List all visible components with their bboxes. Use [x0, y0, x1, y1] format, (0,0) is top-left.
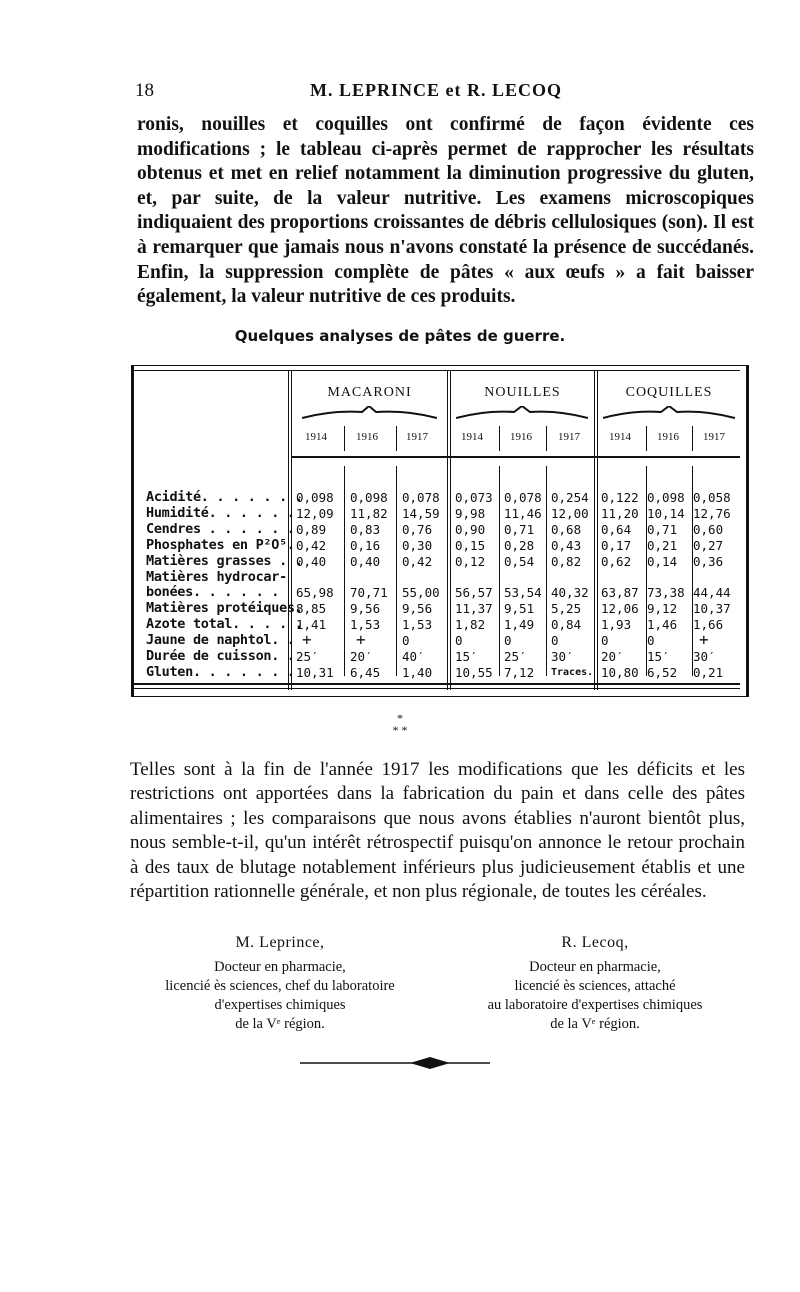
signature-line: licencié ès sciences, chef du laboratoire [165, 978, 395, 994]
table-cell: 0,058 [693, 490, 731, 505]
table-cell: 12,00 [551, 506, 589, 521]
table-cell: 55,00 [402, 585, 440, 600]
year-separator [344, 466, 345, 676]
table-cell: 0,90 [455, 522, 486, 537]
page-number: 18 [135, 80, 154, 101]
table-cell: 0,89 [296, 522, 327, 537]
table-cell: 15′ [647, 649, 670, 664]
table-cell: 10,55 [455, 665, 493, 680]
column-divider [450, 370, 451, 690]
table-cell: 65,98 [296, 585, 334, 600]
table-cell: 44,44 [693, 585, 731, 600]
star-bottom: * * [392, 723, 408, 737]
group-heading-coquilles: COQUILLES [625, 385, 713, 400]
signature-right [450, 933, 740, 1034]
year-heading: 1917 [558, 431, 580, 443]
table-cell: 0 [601, 633, 609, 648]
table-cell: 9,56 [350, 601, 381, 616]
intro-paragraph [137, 113, 754, 310]
table-cell: 56,57 [455, 585, 493, 600]
table-cell: 10,31 [296, 665, 334, 680]
closing-paragraph [130, 758, 745, 904]
year-separator [499, 426, 500, 451]
table-cell: 0 [504, 633, 512, 648]
table-cell: 0 [551, 633, 559, 648]
closing-paragraph-text: Telles sont à la fin de l'année 1917 les modifications que les déficits et les restrictions ont apportées dans la fabrication du pain et dans celle des pâtes alimentaires ; les comparaisons que nous avons établies n'auront bientôt plus, nous semble-t-il, qu'un intérêt rétrospectif puisqu'on annonce le retour prochain à des taux de blutage notablement inférieurs plus judicieusement établis et une répartition rationnelle générale, et non plus régionale, de toutes les céréales. [130, 759, 745, 903]
column-divider [597, 370, 598, 690]
table-cell: 0,40 [296, 554, 327, 569]
table-cell: 0,098 [296, 490, 334, 505]
table-cell: 15′ [455, 649, 478, 664]
row-label: Matières grasses . . [146, 553, 303, 569]
end-ornament [300, 1053, 490, 1073]
table-cell: 0,27 [693, 538, 724, 553]
table-cell: 0,82 [551, 554, 582, 569]
table-cell: 30′ [551, 649, 574, 664]
table-cell: 0,42 [402, 554, 433, 569]
year-heading: 1914 [461, 431, 483, 443]
year-separator [692, 426, 693, 451]
table-caption: Quelques analyses de pâtes de guerre. [234, 327, 566, 345]
row-label: Matières protéiques. [146, 600, 303, 616]
table-cell: + [356, 630, 366, 649]
table-cell: 1,82 [455, 617, 486, 632]
table-cell: 0,122 [601, 490, 639, 505]
table-cell: 11,20 [601, 506, 639, 521]
year-separator [344, 426, 345, 451]
column-divider [594, 370, 595, 690]
brace-ornament [456, 406, 588, 420]
table-cell: 0,54 [504, 554, 535, 569]
table-cell: 1,66 [693, 617, 724, 632]
row-label: Durée de cuisson. . [146, 648, 295, 664]
table-cell: 20′ [350, 649, 373, 664]
table-cell: 11,82 [350, 506, 388, 521]
table-cell: 0,21 [647, 538, 678, 553]
table-cell: 0,42 [296, 538, 327, 553]
table-cell: 0 [647, 633, 655, 648]
row-label: Phosphates en P²O⁵. [146, 537, 295, 553]
table-cell: 9,51 [504, 601, 535, 616]
row-label: Gluten. . . . . . . [146, 664, 295, 680]
table-cell: 14,59 [402, 506, 440, 521]
table-cell: 6,52 [647, 665, 678, 680]
table-cell: 0,098 [647, 490, 685, 505]
table-bottom-rule [134, 688, 740, 689]
table-cell: 0,078 [402, 490, 440, 505]
table-cell: 1,41 [296, 617, 327, 632]
signature-line: au laboratoire d'expertises chimiques [487, 997, 703, 1013]
column-divider [447, 370, 448, 690]
table-cell: 0,21 [693, 665, 724, 680]
table-cell: 0,073 [455, 490, 493, 505]
year-heading: 1916 [356, 431, 378, 443]
table-cell: 0,40 [350, 554, 381, 569]
signature-line: d'expertises chimiques [214, 997, 346, 1013]
table-cell: 53,54 [504, 585, 542, 600]
table-cell: 1,49 [504, 617, 535, 632]
table-cell: 0,28 [504, 538, 535, 553]
table-cell: 7,12 [504, 665, 535, 680]
table-cell: 0,62 [601, 554, 632, 569]
table-cell: 0,17 [601, 538, 632, 553]
year-heading: 1917 [406, 431, 428, 443]
table-cell: 12,06 [601, 601, 639, 616]
year-separator [499, 466, 500, 676]
table-cell: 0 [402, 633, 410, 648]
table-cell: 0,60 [693, 522, 724, 537]
year-separator [396, 466, 397, 676]
row-label: Acidité. . . . . . . [146, 489, 303, 505]
row-label: Azote total. . . . . [146, 616, 303, 632]
table-cell: 10,80 [601, 665, 639, 680]
table-cell: 0,68 [551, 522, 582, 537]
table-cell: 9,56 [402, 601, 433, 616]
table-cell: 0,16 [350, 538, 381, 553]
table-cell: 40′ [402, 649, 425, 664]
year-heading: 1917 [703, 431, 725, 443]
table-cell: 0,15 [455, 538, 486, 553]
table-cell: 0,71 [647, 522, 678, 537]
signature-name: R. Lecoq, [561, 934, 629, 951]
table-cell: 1,53 [350, 617, 381, 632]
table-cell: 10,37 [693, 601, 731, 616]
table-cell: 20′ [601, 649, 624, 664]
table-cell: 0,64 [601, 522, 632, 537]
star-top: * [397, 711, 403, 725]
table-cell: 63,87 [601, 585, 639, 600]
group-heading-macaroni: MACARONI [327, 385, 412, 400]
row-label: Cendres . . . . . . [146, 521, 295, 537]
row-label: bonées. . . . . . [146, 584, 280, 600]
table-cell: + [699, 630, 709, 649]
table-bottom-rule [134, 683, 740, 685]
table-cell: 0 [455, 633, 463, 648]
table-cell: 9,98 [455, 506, 486, 521]
row-label: Humidité. . . . . . [146, 505, 295, 521]
table-cell: 0,71 [504, 522, 535, 537]
table-cell: 0,83 [350, 522, 381, 537]
signature-line: licencié ès sciences, attaché [514, 978, 676, 994]
year-heading: 1916 [657, 431, 679, 443]
brace-ornament [302, 406, 437, 420]
table-cell: 5,25 [551, 601, 582, 616]
table-top-rule [134, 370, 740, 371]
table-cell: 0,254 [551, 490, 589, 505]
table-cell: 0,36 [693, 554, 724, 569]
table-cell: 0,43 [551, 538, 582, 553]
table-cell: 9,12 [647, 601, 678, 616]
signature-left [145, 933, 415, 1034]
table-cell: 0,76 [402, 522, 433, 537]
table-cell: 12,09 [296, 506, 334, 521]
signature-line: de la Vᵉ région. [550, 1016, 640, 1032]
row-label: Matières hydrocar- [146, 569, 287, 585]
table-cell: 1,93 [601, 617, 632, 632]
table-cell: 0,12 [455, 554, 486, 569]
table-cell: 12,76 [693, 506, 731, 521]
table-cell: + [302, 630, 312, 649]
year-separator [646, 426, 647, 451]
year-heading: 1916 [510, 431, 532, 443]
table-cell: 8,85 [296, 601, 327, 616]
table-cell: 25′ [504, 649, 527, 664]
intro-paragraph-text: ronis, nouilles et coquilles ont confirmé de façon évidente ces modifications ; le tableau ci-après permet de rapprocher les résultats obtenus et met en relief notamment la diminution progressive du gluten, et, par suite, de la valeur nutritive. Les examens microscopiques indiquaient des proportions croissantes de débris cellulosiques (son). Il est à remarquer que jamais nous n'avons constaté la présence de succédanés. Enfin, la suppression complète de pâtes « aux œufs » a fait baisser également, la valeur nutritive de ces produits. [137, 114, 754, 308]
section-stars [0, 712, 800, 736]
table-cell: 1,53 [402, 617, 433, 632]
table-cell: Traces. [551, 667, 594, 678]
running-title: M. LEPRINCE et R. LECOQ [310, 80, 562, 100]
table-cell: 40,32 [551, 585, 589, 600]
group-heading-nouilles: NOUILLES [484, 385, 561, 400]
table-cell: 10,14 [647, 506, 685, 521]
table-cell: 1,46 [647, 617, 678, 632]
table-cell: 1,40 [402, 665, 433, 680]
signature-name: M. Leprince, [235, 934, 325, 951]
table-cell: 73,38 [647, 585, 685, 600]
brace-ornament [603, 406, 735, 420]
header-rule [291, 456, 740, 458]
year-separator [396, 426, 397, 451]
table-cell: 0,078 [504, 490, 542, 505]
table-cell: 0,30 [402, 538, 433, 553]
table-cell: 0,14 [647, 554, 678, 569]
table-cell: 70,71 [350, 585, 388, 600]
year-heading: 1914 [609, 431, 631, 443]
table-cell: 0,098 [350, 490, 388, 505]
year-heading: 1914 [305, 431, 327, 443]
table-cell: 6,45 [350, 665, 381, 680]
signature-line: Docteur en pharmacie, [529, 959, 661, 975]
year-separator [546, 426, 547, 451]
signature-line: Docteur en pharmacie, [214, 959, 346, 975]
table-cell: 0,84 [551, 617, 582, 632]
table-cell: 11,37 [455, 601, 493, 616]
signature-line: de la Vᵉ région. [235, 1016, 325, 1032]
table-cell: 30′ [693, 649, 716, 664]
year-separator [546, 466, 547, 676]
row-label: Jaune de naphtol. . [146, 632, 295, 648]
table-cell: 11,46 [504, 506, 542, 521]
table-cell: 25′ [296, 649, 319, 664]
